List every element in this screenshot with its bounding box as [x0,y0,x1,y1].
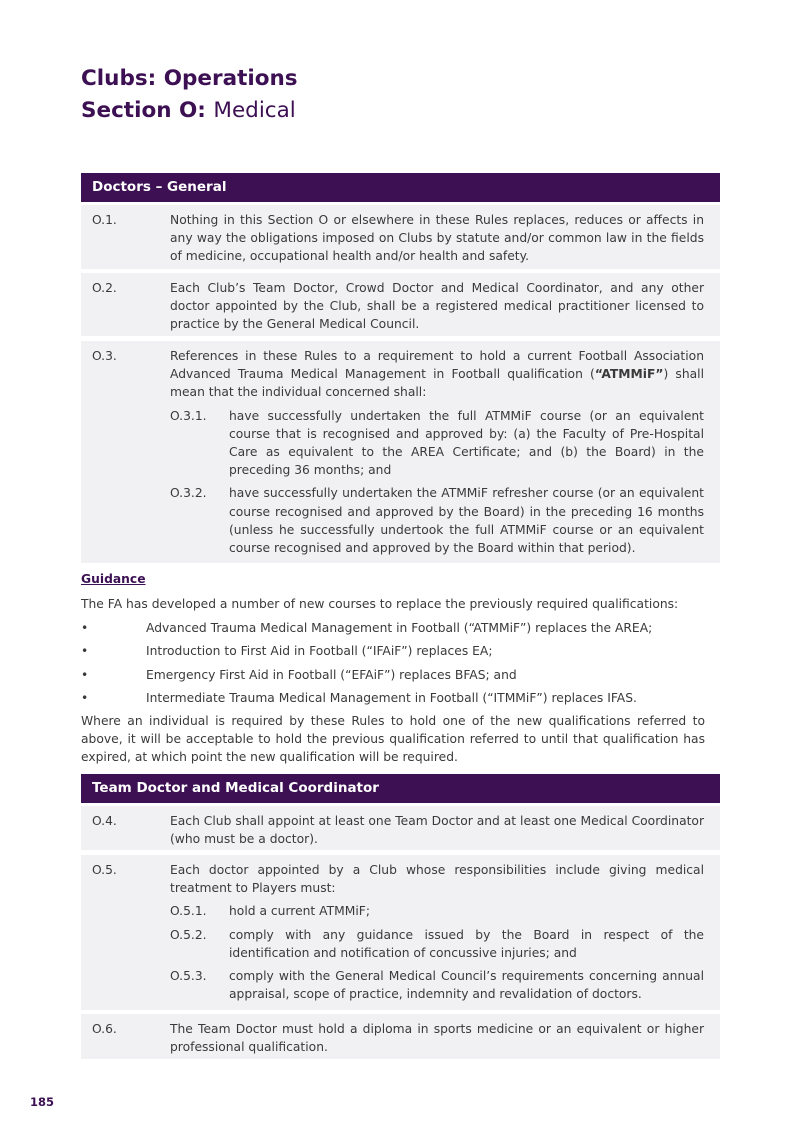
rule-number: O.2. [92,281,117,295]
rule-o3 [81,341,720,563]
sub-rule-number: O.5.1. [170,904,207,919]
page-title: Clubs: Operations [81,66,298,91]
sub-rule-text: comply with any guidance issued by the Board in respect of the identification and notification of concussive injuries; and [229,927,704,960]
rule-o5 [81,855,720,1010]
rule-text: The Team Doctor must hold a diploma in sports medicine or an equivalent or higher professional qualification. [170,1022,704,1055]
sub-rule-o5-2 [170,926,704,962]
rule-o2 [81,273,720,336]
bullet-icon: • [81,621,89,635]
guidance-heading: Guidance [81,572,146,586]
rule-text: Each Club shall appoint at least one Team Doctor and at least one Medical Coordinator (who must be a doctor). [170,814,704,847]
section-label: Section O: [81,98,206,123]
page-number: 185 [30,1095,55,1109]
sub-rule-o5-1 [170,902,704,920]
bullet-icon: • [81,644,89,658]
rule-text: Nothing in this Section O or elsewhere in these Rules replaces, reduces or affects in any way the obligations imposed on Clubs by statute and/or common law in the fields of medicine, occupational health and/or health and safety. [170,213,704,264]
sub-rule-text: comply with the General Medical Council’s requirements concerning annual appraisal, scope of practice, indemnity and revalidation of doctors. [229,969,704,1002]
bullet-icon: • [81,691,89,705]
section-heading-team-doctor: Team Doctor and Medical Coordinator [81,774,720,803]
rule-number: O.1. [92,213,117,227]
rule-number: O.6. [92,1022,117,1036]
rule-o6 [81,1014,720,1059]
section-title [81,96,296,126]
sub-rule-text: have successfully undertaken the full ATMMiF course (or an equivalent course that is recognised and approved by: (a) the Faculty of Pre-Hospital Care as equivalent to the AREA Certificate; and (b) the Board) in the preceding 36 months; and [229,408,704,478]
section-name: Medical [213,98,296,123]
sub-rule-text: hold a current ATMMiF; [229,904,370,919]
rule-number: O.4. [92,814,117,828]
rule-number: O.3. [92,349,117,363]
rule-text: References in these Rules to a requirement to hold a current Football Association Advanced Trauma Medical Management in Football qualification (“ATMMiF”) shall mean that the individual concerned shall: [170,349,704,400]
sub-rule-number: O.3.2. [170,486,207,501]
rule-number: O.5. [92,863,117,877]
section-heading-doctors-general: Doctors – General [81,173,720,202]
sub-rule-number: O.3.1. [170,408,207,423]
sub-rule-o5-3 [170,967,704,1003]
guidance-closing: Where an individual is required by these Rules to hold one of the new qualifications referred to above, it will be acceptable to hold the previous qualification referred to until that qualification has expired, at which point the new qualification will be required. [81,714,705,765]
sub-rule-number: O.5.3. [170,969,207,984]
rule-o1 [81,205,720,269]
rule-o4 [81,806,720,850]
sub-rule-o3-1 [170,407,704,480]
rule-text: Each doctor appointed by a Club whose responsibilities include giving medical treatment to Players must: [170,863,704,896]
bullet-icon: • [81,668,89,682]
defined-term: “ATMMiF” [594,367,664,382]
rule-text: Each Club’s Team Doctor, Crowd Doctor and Medical Coordinator, and any other doctor appointed by the Club, shall be a registered medical practitioner licensed to practice by the General Medical Council. [170,281,704,332]
sub-rule-number: O.5.2. [170,927,207,942]
guidance-intro: The FA has developed a number of new courses to replace the previously required qualifications: [81,597,679,611]
sub-rule-text: have successfully undertaken the ATMMiF refresher course (or an equivalent course recognised and approved by the Board) in the preceding 16 months (unless he successfully undertook the full ATMMiF course or an equivalent course recognised and approved by the Board within that period). [229,486,704,556]
sub-rule-o3-2 [170,484,704,557]
